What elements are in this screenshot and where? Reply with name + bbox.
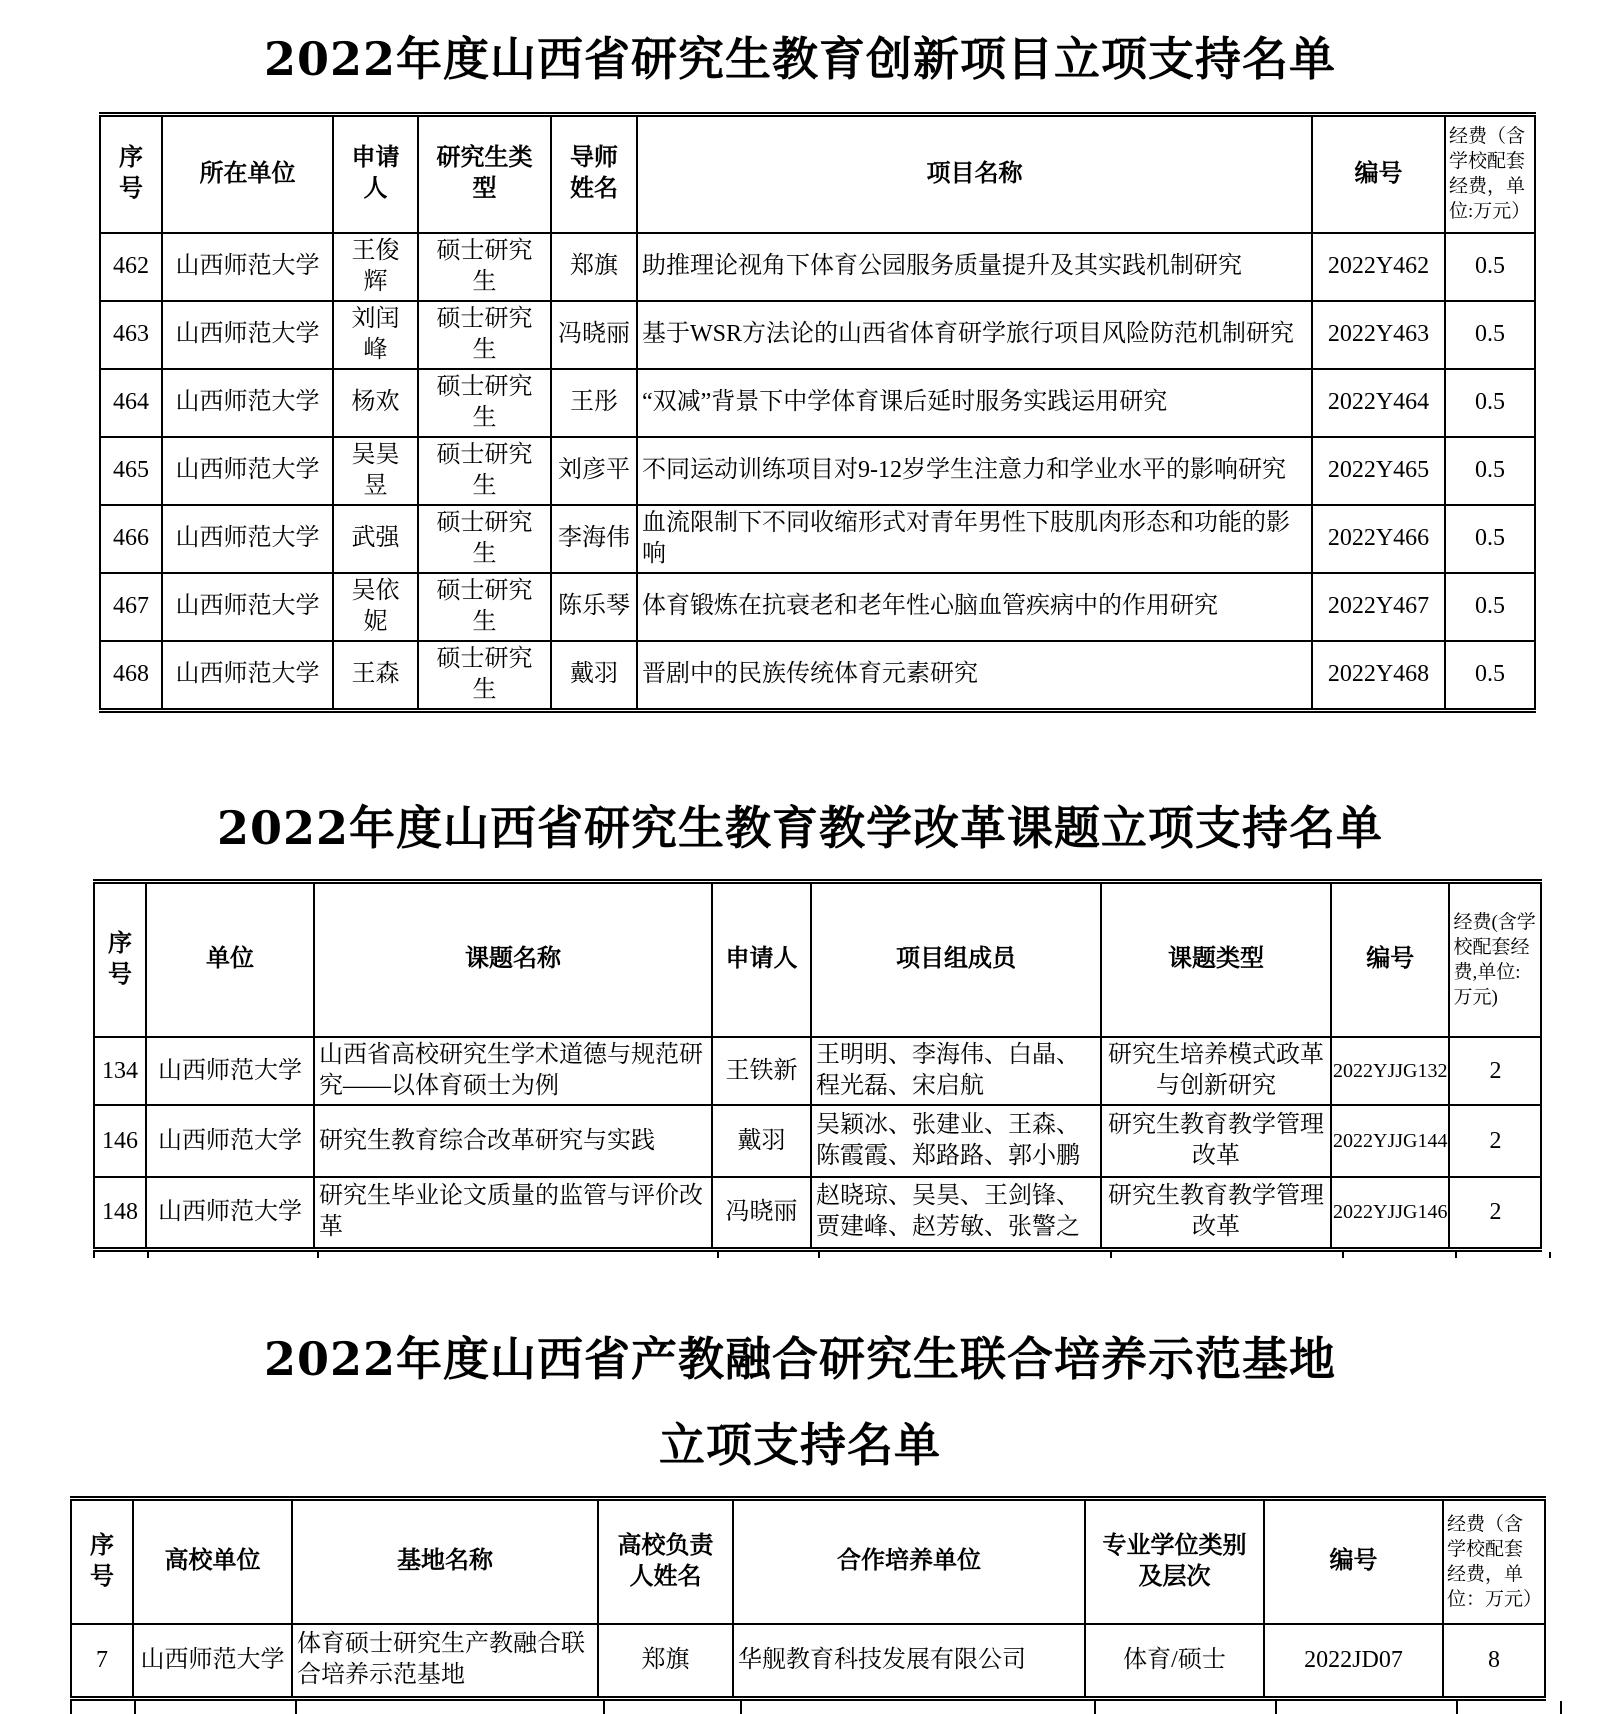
joint-training-bases-table	[70, 1496, 1546, 1701]
column-header: 申请人	[712, 881, 811, 1037]
column-header: 序号	[94, 881, 146, 1037]
column-header: 课题类型	[1101, 881, 1331, 1037]
cell-unit: 山西师范大学	[162, 437, 333, 505]
cell-code: 2022Y463	[1312, 301, 1445, 369]
cell-code: 2022JD07	[1264, 1624, 1443, 1698]
table-row	[100, 233, 1535, 301]
cell-project-name: 血流限制下不同收缩形式对青年男性下肢肌肉形态和功能的影响	[637, 505, 1312, 573]
column-header: 专业学位类别及层次	[1085, 1498, 1264, 1624]
cell-applicant: 王铁新	[712, 1037, 811, 1105]
section-joint-training-bases	[0, 1328, 1600, 1714]
header-row	[71, 1498, 1545, 1624]
cell-seq: 465	[100, 437, 162, 505]
cell-advisor: 郑旗	[551, 233, 637, 301]
cell-seq: 146	[94, 1105, 146, 1177]
cell-unit: 山西师范大学	[146, 1177, 314, 1249]
cell-type: 硕士研究生	[418, 301, 551, 369]
cell-topic-name: 山西省高校研究生学术道德与规范研究——以体育硕士为例	[314, 1037, 712, 1105]
cell-applicant: 刘闰峰	[333, 301, 418, 369]
column-header: 高校负责人姓名	[598, 1498, 733, 1624]
cell-seq: 463	[100, 301, 162, 369]
innovation-projects-table	[99, 112, 1536, 713]
table-row	[100, 369, 1535, 437]
cell-advisor: 冯晓丽	[551, 301, 637, 369]
cell-unit: 山西师范大学	[162, 573, 333, 641]
table-row	[100, 505, 1535, 573]
column-header: 合作培养单位	[733, 1498, 1085, 1624]
cell-project-name: 体育锻炼在抗衰老和老年性心脑血管疾病中的作用研究	[637, 573, 1312, 641]
table-row	[100, 437, 1535, 505]
cell-applicant: 武强	[333, 505, 418, 573]
column-header: 课题名称	[314, 881, 712, 1037]
section-teaching-reform	[0, 797, 1600, 1258]
cell-advisor: 李海伟	[551, 505, 637, 573]
column-header: 高校单位	[133, 1498, 292, 1624]
cell-fund: 0.5	[1445, 233, 1535, 301]
cell-seq: 468	[100, 641, 162, 711]
cell-seq: 466	[100, 505, 162, 573]
cell-fund: 2	[1449, 1105, 1541, 1177]
cell-applicant: 王森	[333, 641, 418, 711]
cell-members: 王明明、李海伟、白晶、程光磊、宋启航	[811, 1037, 1101, 1105]
cell-applicant: 戴羽	[712, 1105, 811, 1177]
section-title: 2022年度山西省研究生教育创新项目立项支持名单	[263, 32, 1337, 86]
cell-fund: 8	[1443, 1624, 1545, 1698]
cell-code: 2022YJJG146	[1331, 1177, 1449, 1249]
cell-fund: 0.5	[1445, 505, 1535, 573]
cell-project-name: “双减”背景下中学体育课后延时服务实践运用研究	[637, 369, 1312, 437]
cell-type: 硕士研究生	[418, 573, 551, 641]
column-header-fee: 经费（含学校配套经费，单位:万元）	[1445, 115, 1535, 233]
cell-unit: 山西师范大学	[162, 369, 333, 437]
section-title: 2022年度山西省研究生教育教学改革课题立项支持名单	[216, 800, 1384, 855]
teaching-reform-table	[93, 879, 1542, 1252]
section-innovation-projects	[0, 28, 1600, 713]
cell-applicant: 吴依妮	[333, 573, 418, 641]
cell-fund: 0.5	[1445, 641, 1535, 711]
cell-seq: 134	[94, 1037, 146, 1105]
cell-partner-unit: 华舰教育科技发展有限公司	[733, 1624, 1085, 1698]
cell-code: 2022Y468	[1312, 641, 1445, 711]
table-row	[94, 1037, 1541, 1105]
cell-applicant: 吴昊昱	[333, 437, 418, 505]
table-cut-off-row	[93, 1252, 1600, 1258]
table-row	[100, 573, 1535, 641]
cell-seq: 467	[100, 573, 162, 641]
cell-fund: 2	[1449, 1037, 1541, 1105]
cell-seq: 148	[94, 1177, 146, 1249]
cell-code: 2022Y465	[1312, 437, 1445, 505]
column-header-fee: 经费(含学校配套经费,单位:万元)	[1449, 881, 1541, 1037]
cell-advisor: 戴羽	[551, 641, 637, 711]
cell-seq: 462	[100, 233, 162, 301]
cell-project-name: 不同运动训练项目对9-12岁学生注意力和学业水平的影响研究	[637, 437, 1312, 505]
column-header: 编号	[1264, 1498, 1443, 1624]
cell-fund: 0.5	[1445, 437, 1535, 505]
cell-seq: 464	[100, 369, 162, 437]
column-header: 项目名称	[637, 115, 1312, 233]
cell-type: 硕士研究生	[418, 369, 551, 437]
column-header: 基地名称	[292, 1498, 598, 1624]
cell-code: 2022Y467	[1312, 573, 1445, 641]
cell-unit: 山西师范大学	[162, 233, 333, 301]
cell-code: 2022Y466	[1312, 505, 1445, 573]
header-row	[100, 115, 1535, 233]
section-title-line2: 立项支持名单	[659, 1417, 941, 1472]
cell-topic-name: 研究生教育综合改革研究与实践	[314, 1105, 712, 1177]
section-title-line1: 2022年度山西省产教融合研究生联合培养示范基地	[263, 1331, 1337, 1386]
cell-unit: 山西师范大学	[146, 1105, 314, 1177]
table-row	[71, 1624, 1545, 1698]
cell-applicant: 冯晓丽	[712, 1177, 811, 1249]
cell-topic-type: 研究生教育教学管理改革	[1101, 1105, 1331, 1177]
table-row	[94, 1105, 1541, 1177]
column-header: 所在单位	[162, 115, 333, 233]
column-header: 研究生类型	[418, 115, 551, 233]
cell-members: 赵晓琼、吴昊、王剑锋、贾建峰、赵芳敏、张警之	[811, 1177, 1101, 1249]
cell-university: 山西师范大学	[133, 1624, 292, 1698]
column-header: 序号	[71, 1498, 133, 1624]
table-row	[100, 641, 1535, 711]
cell-advisor: 陈乐琴	[551, 573, 637, 641]
cell-topic-type: 研究生教育教学管理改革	[1101, 1177, 1331, 1249]
cell-applicant: 王俊辉	[333, 233, 418, 301]
cell-advisor: 王彤	[551, 369, 637, 437]
cell-unit: 山西师范大学	[162, 301, 333, 369]
cell-code: 2022YJJG144	[1331, 1105, 1449, 1177]
header-row	[94, 881, 1541, 1037]
cell-fund: 0.5	[1445, 573, 1535, 641]
cell-topic-name: 研究生毕业论文质量的监管与评价改革	[314, 1177, 712, 1249]
cell-seq: 7	[71, 1624, 133, 1698]
cell-fund: 2	[1449, 1177, 1541, 1249]
cell-code: 2022YJJG132	[1331, 1037, 1449, 1105]
cell-type: 硕士研究生	[418, 437, 551, 505]
cell-project-name: 基于WSR方法论的山西省体育研学旅行项目风险防范机制研究	[637, 301, 1312, 369]
table-row	[94, 1177, 1541, 1249]
table-cut-off-row	[70, 1701, 1600, 1714]
cell-project-name: 助推理论视角下体育公园服务质量提升及其实践机制研究	[637, 233, 1312, 301]
cell-base-name: 体育硕士研究生产教融合联合培养示范基地	[292, 1624, 598, 1698]
cell-type: 硕士研究生	[418, 641, 551, 711]
cell-leader: 郑旗	[598, 1624, 733, 1698]
cell-unit: 山西师范大学	[162, 505, 333, 573]
column-header: 序号	[100, 115, 162, 233]
cell-code: 2022Y462	[1312, 233, 1445, 301]
cell-project-name: 晋剧中的民族传统体育元素研究	[637, 641, 1312, 711]
cell-fund: 0.5	[1445, 369, 1535, 437]
cell-type: 硕士研究生	[418, 233, 551, 301]
column-header: 编号	[1331, 881, 1449, 1037]
cell-unit: 山西师范大学	[162, 641, 333, 711]
column-header: 编号	[1312, 115, 1445, 233]
cell-members: 吴颖冰、张建业、王森、陈霞霞、郑路路、郭小鹏	[811, 1105, 1101, 1177]
cell-degree-level: 体育/硕士	[1085, 1624, 1264, 1698]
cell-applicant: 杨欢	[333, 369, 418, 437]
cell-unit: 山西师范大学	[146, 1037, 314, 1105]
column-header: 项目组成员	[811, 881, 1101, 1037]
column-header: 导师姓名	[551, 115, 637, 233]
column-header-fee: 经费（含学校配套经费，单位：万元）	[1443, 1498, 1545, 1624]
cell-type: 硕士研究生	[418, 505, 551, 573]
cell-code: 2022Y464	[1312, 369, 1445, 437]
cell-fund: 0.5	[1445, 301, 1535, 369]
cell-topic-type: 研究生培养模式政革与创新研究	[1101, 1037, 1331, 1105]
table-row	[100, 301, 1535, 369]
column-header: 申请人	[333, 115, 418, 233]
column-header: 单位	[146, 881, 314, 1037]
cell-advisor: 刘彦平	[551, 437, 637, 505]
